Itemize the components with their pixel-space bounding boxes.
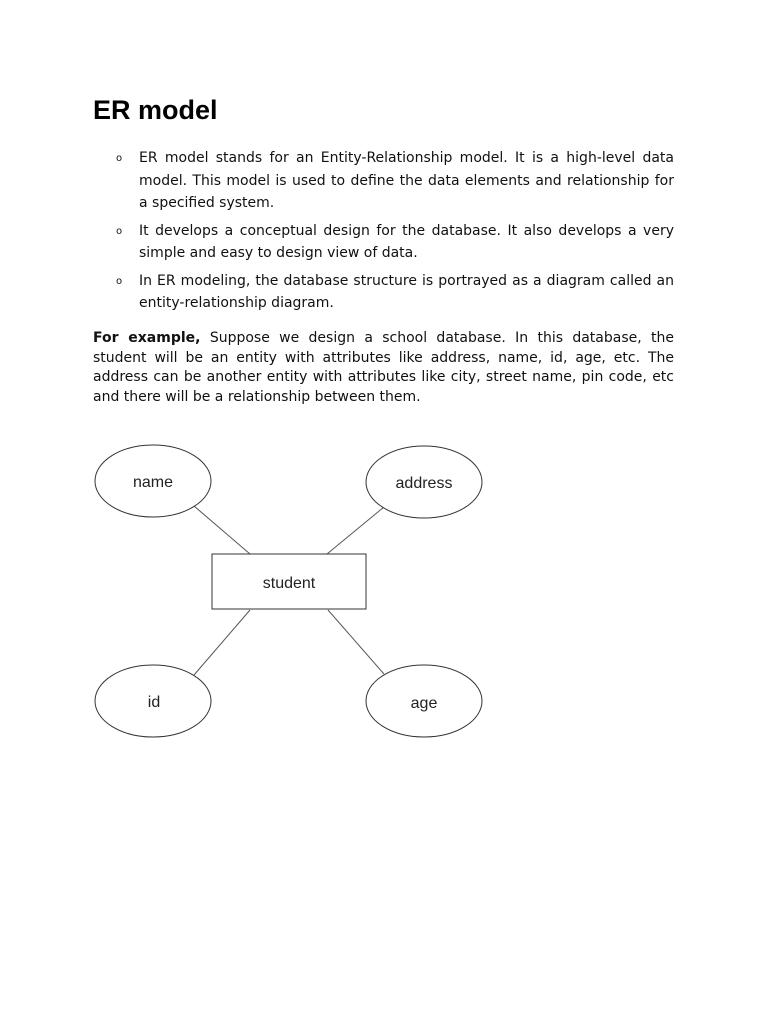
bullet-item <box>110 270 674 315</box>
connector-age-student <box>328 610 384 674</box>
bullet-circle-icon: o <box>116 225 123 237</box>
bullet-text: It develops a conceptual design for the database. It also develops a very simple and easy to design view of data. <box>139 222 674 261</box>
example-text: Suppose we design a school database. In this database, the student will be an entity with attributes like address, name, id, age, etc. The address can be another entity with attributes like city, street name, pin code, etc and there will be a relationship between them. <box>93 330 674 405</box>
example-paragraph <box>93 329 674 407</box>
page-title: ER model <box>93 95 218 125</box>
attribute-label-name: name <box>132 474 174 491</box>
er-diagram <box>88 436 492 748</box>
bullet-circle-icon: o <box>116 153 123 164</box>
bullet-text: In ER modeling, the database structure is portrayed as a diagram called an entity-relationship diagram. <box>139 272 674 311</box>
connector-name-student <box>194 506 250 554</box>
bullet-item <box>110 147 674 215</box>
attribute-label-age: age <box>410 695 438 712</box>
connector-address-student <box>327 507 384 554</box>
connector-id-student <box>194 610 250 675</box>
bullet-list <box>110 147 674 320</box>
attribute-label-id: id <box>147 694 161 711</box>
example-lead: For example, <box>93 330 201 346</box>
bullet-text: ER model stands for an Entity-Relationship model. It is a high-level data model. This model is used to define the data elements and relationship for a specified system. <box>139 150 674 211</box>
bullet-item <box>110 220 674 265</box>
attribute-label-address: address <box>395 475 453 492</box>
entity-label-student: student <box>262 575 316 592</box>
bullet-circle-icon: o <box>116 275 123 287</box>
